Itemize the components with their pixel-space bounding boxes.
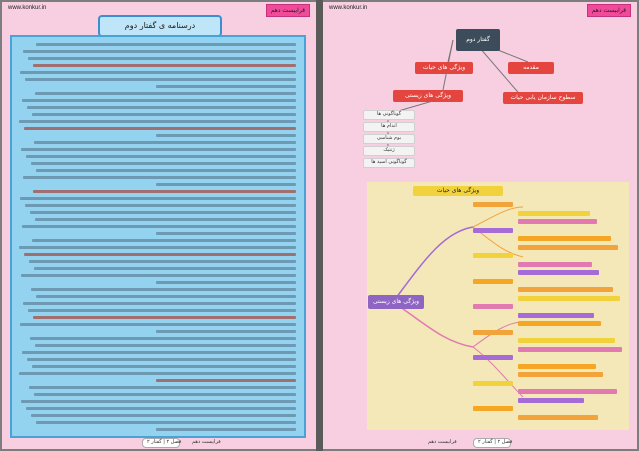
mindmap1-node-intro: مقدمه [508, 62, 554, 74]
mindmap2-leaf [518, 287, 613, 292]
mindmap2-leaf [518, 364, 596, 369]
text-line [32, 113, 296, 116]
text-line [21, 274, 296, 277]
mindmap2-leaf [473, 355, 513, 360]
text-line [34, 141, 296, 144]
text-line [23, 50, 296, 53]
text-line [36, 421, 296, 424]
text-line [36, 43, 296, 46]
right-page [323, 2, 637, 449]
text-line [24, 253, 296, 256]
site-url: www.konkur.in [8, 5, 47, 11]
text-line [30, 211, 296, 214]
text-line [20, 197, 296, 200]
mindmap2-leaf [518, 296, 620, 301]
mindmap1-leaf: اندام ها [363, 122, 415, 132]
mindmap2-leaf [518, 415, 598, 420]
grade-tag: قرابیست دهم [587, 4, 631, 17]
mindmap1-node-levels: سطوح سازمان یابی حیات [503, 92, 583, 104]
text-line [30, 337, 296, 340]
text-line [156, 379, 296, 382]
text-line [156, 330, 296, 333]
text-line [27, 106, 296, 109]
footer-left: فرابیست دهم [192, 439, 221, 445]
text-line [31, 162, 296, 165]
text-line [156, 428, 296, 431]
text-line [156, 232, 296, 235]
mindmap2-leaf [518, 372, 603, 377]
lesson-title: درسنامه ی گفتار دوم [98, 15, 222, 37]
text-line [36, 169, 296, 172]
text-line [26, 155, 296, 158]
text-line [32, 365, 296, 368]
text-line [19, 120, 296, 123]
text-line [22, 351, 296, 354]
text-line [25, 78, 296, 81]
text-line [36, 295, 296, 298]
mindmap2-leaf [518, 321, 601, 326]
footer-center: فصل ۲ | گفتار ۲ [147, 439, 182, 445]
mindmap2-leaf [473, 279, 513, 284]
footer-center: فصل ۲ | گفتار ۲ [478, 439, 513, 445]
text-line [21, 148, 296, 151]
mindmap2-leaf [518, 245, 618, 250]
text-line [21, 400, 296, 403]
lesson-text-block [10, 35, 306, 438]
text-line [19, 246, 296, 249]
mindmap2-leaf [473, 330, 513, 335]
text-line [29, 386, 296, 389]
mindmap2-leaf [473, 406, 513, 411]
mindmap2-leaf [473, 304, 513, 309]
text-line [156, 281, 296, 284]
text-line [31, 288, 296, 291]
text-line [20, 323, 296, 326]
mindmap2-leaf [518, 236, 611, 241]
text-line [20, 71, 296, 74]
text-line [26, 407, 296, 410]
text-line [156, 134, 296, 137]
text-line [34, 267, 296, 270]
mindmap1-node-bio: ویژگی های زیستی [393, 90, 463, 102]
mindmap2-leaf [473, 381, 513, 386]
mindmap2-leaf [518, 313, 594, 318]
mindmap1-leaf: گوناگونی ها [363, 110, 415, 120]
book-spine [316, 0, 323, 451]
mindmap1-leaf: ژنتیک [363, 146, 415, 156]
text-line [35, 218, 296, 221]
text-line [35, 344, 296, 347]
text-line [156, 183, 296, 186]
text-line [31, 414, 296, 417]
mindmap2-leaf [518, 270, 599, 275]
mindmap1-leaf: بوم شناسی [363, 134, 415, 144]
text-line [23, 302, 296, 305]
grade-tag: قرابیست دهم [266, 4, 310, 17]
footer-left: فرابیست دهم [428, 439, 457, 445]
mindmap2-leaf [473, 228, 513, 233]
text-line [34, 393, 296, 396]
text-line [28, 57, 296, 60]
mindmap2-leaf [518, 389, 617, 394]
mindmap2-root: ویژگی های زیستی [368, 295, 424, 309]
mindmap1-leaf: گوناگونی اسید ها [363, 158, 415, 168]
text-line [22, 99, 296, 102]
text-line [22, 225, 296, 228]
mindmap2-leaf [473, 202, 513, 207]
text-line [29, 260, 296, 263]
mindmap2-leaf [518, 398, 584, 403]
text-line [33, 190, 296, 193]
mindmap2-leaf [518, 219, 597, 224]
text-line [23, 176, 296, 179]
text-line [33, 316, 296, 319]
text-line [156, 85, 296, 88]
text-line [28, 309, 296, 312]
mindmap2-leaf [473, 253, 513, 258]
text-line [35, 92, 296, 95]
mindmap2-leaf [518, 338, 615, 343]
text-line [19, 372, 296, 375]
text-line [32, 239, 296, 242]
text-line [27, 358, 296, 361]
mindmap1-root: گفتار دوم [456, 29, 500, 51]
mindmap1-node-features: ویژگی های حیات [415, 62, 473, 74]
left-page [2, 2, 316, 449]
site-url: www.konkur.in [329, 5, 368, 11]
text-line [24, 127, 296, 130]
mindmap2-leaf [518, 262, 592, 267]
text-line [25, 204, 296, 207]
mindmap2-branch: ویژگی های حیات [413, 186, 503, 196]
mindmap2-leaf [518, 347, 622, 352]
text-line [33, 64, 296, 67]
mindmap2-leaf [518, 211, 590, 216]
